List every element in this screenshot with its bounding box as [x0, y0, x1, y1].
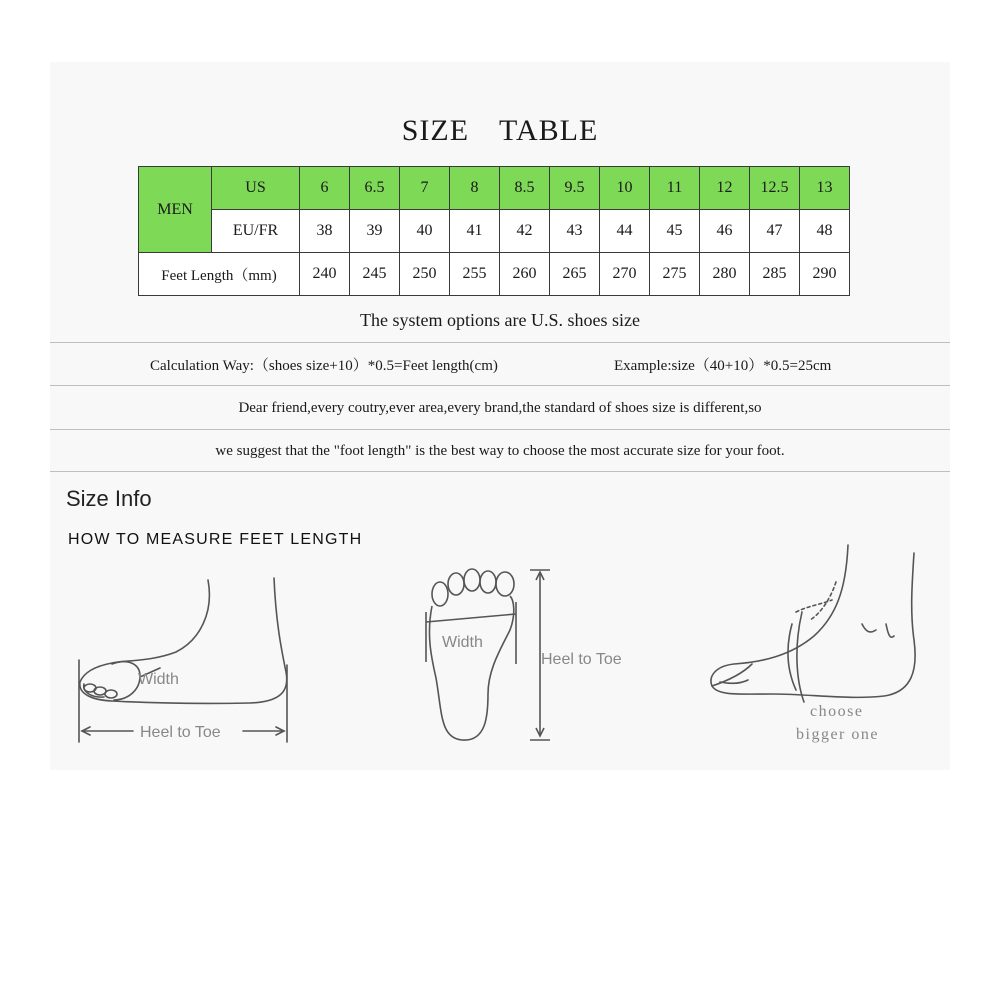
feet-length-value: 255 — [450, 253, 500, 296]
eu-size: 39 — [350, 210, 400, 253]
eu-size: 48 — [800, 210, 850, 253]
size-table-title: SIZE TABLE — [401, 114, 599, 147]
eu-size: 44 — [600, 210, 650, 253]
us-size: 13 — [800, 167, 850, 210]
eu-label: EU/FR — [212, 210, 300, 253]
us-label: US — [212, 167, 300, 210]
us-size: 12.5 — [750, 167, 800, 210]
eu-size: 41 — [450, 210, 500, 253]
sole-illustration — [426, 569, 550, 740]
us-size: 10 — [600, 167, 650, 210]
side-width-label: Width — [138, 671, 179, 688]
feet-length-value: 285 — [750, 253, 800, 296]
size-info-heading: Size Info — [66, 486, 152, 511]
eu-size: 40 — [400, 210, 450, 253]
feet-length-value: 270 — [600, 253, 650, 296]
feet-length-value: 265 — [550, 253, 600, 296]
feet-length-value: 290 — [800, 253, 850, 296]
sole-heel-to-toe-label: Heel to Toe — [541, 651, 622, 668]
side-heel-to-toe-label: Heel to Toe — [140, 724, 221, 741]
eu-size: 46 — [700, 210, 750, 253]
men-label: MEN — [139, 167, 212, 253]
how-to-measure-heading: HOW TO MEASURE FEET LENGTH — [68, 531, 363, 548]
us-size: 9.5 — [550, 167, 600, 210]
choose-label: choose — [810, 703, 864, 720]
eu-size: 38 — [300, 210, 350, 253]
side-foot-illustration — [79, 578, 287, 742]
suggestion-note: we suggest that the "foot length" is the best way to choose the most accurate size for your foot. — [215, 443, 785, 459]
dear-friend-note: Dear friend,every coutry,ever area,every brand,the standard of shoes size is different,so — [238, 400, 762, 416]
eu-size: 43 — [550, 210, 600, 253]
eu-size: 47 — [750, 210, 800, 253]
feet-length-value: 260 — [500, 253, 550, 296]
system-note: The system options are U.S. shoes size — [360, 310, 640, 330]
bigger-one-label: bigger one — [796, 726, 879, 743]
calculation-note: Calculation Way:（shoes size+10）*0.5=Feet length(cm) — [150, 358, 498, 374]
feet-length-value: 240 — [300, 253, 350, 296]
us-size: 8 — [450, 167, 500, 210]
us-size: 6.5 — [350, 167, 400, 210]
feet-length-label: Feet Length（mm) — [139, 253, 300, 296]
feet-length-value: 280 — [700, 253, 750, 296]
example-note: Example:size（40+10）*0.5=25cm — [614, 358, 832, 374]
eu-size: 45 — [650, 210, 700, 253]
feet-length-value: 275 — [650, 253, 700, 296]
us-size: 8.5 — [500, 167, 550, 210]
eu-size: 42 — [500, 210, 550, 253]
us-size: 11 — [650, 167, 700, 210]
fit-comparison-illustration — [711, 545, 915, 702]
feet-length-value: 250 — [400, 253, 450, 296]
us-size: 7 — [400, 167, 450, 210]
sole-width-label: Width — [442, 634, 483, 651]
feet-length-value: 245 — [350, 253, 400, 296]
us-size: 12 — [700, 167, 750, 210]
us-size: 6 — [300, 167, 350, 210]
